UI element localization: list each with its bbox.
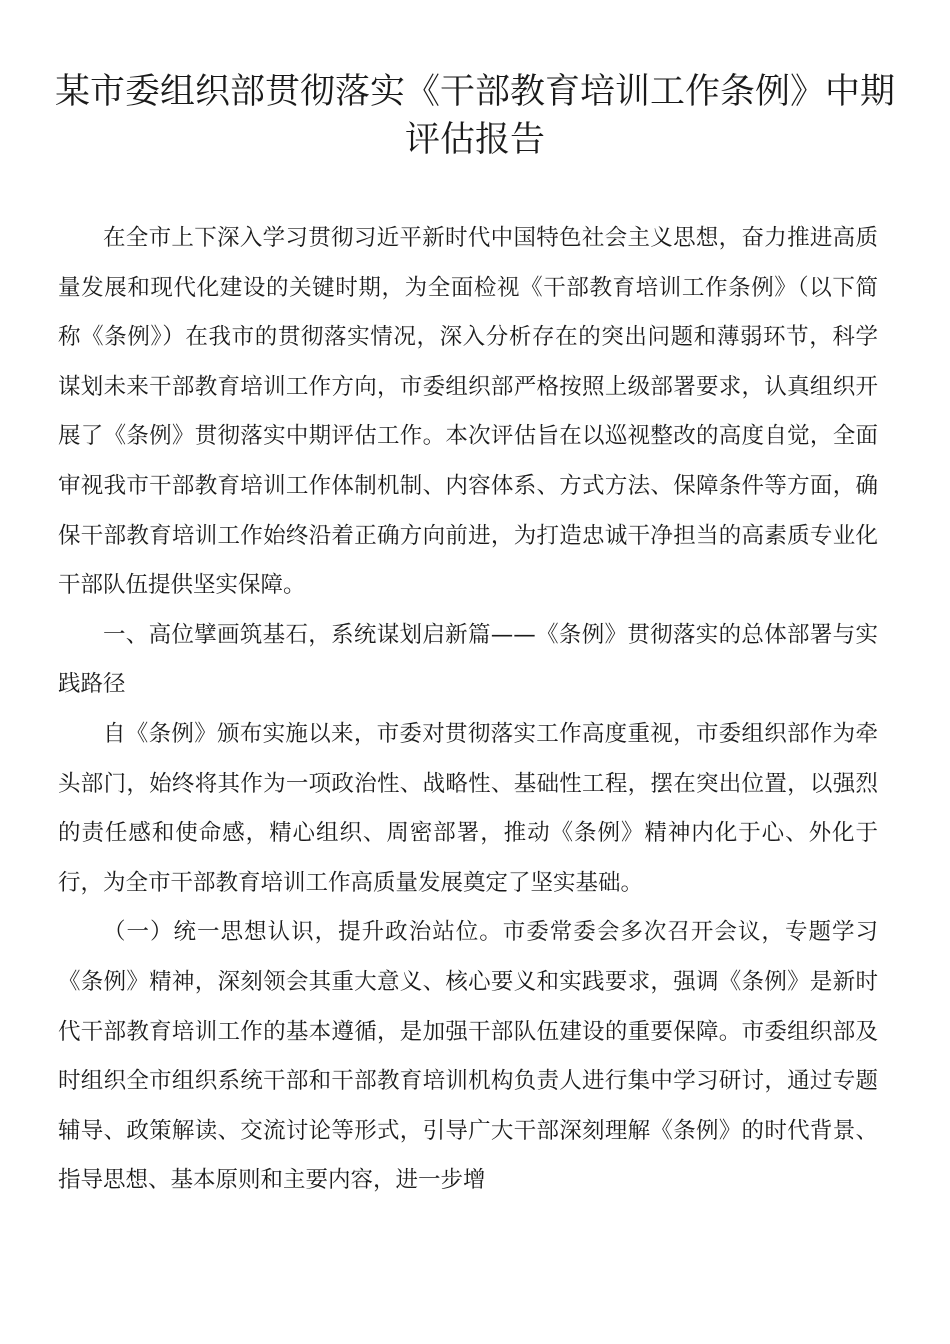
subsection-paragraph: （一）统一思想认识，提升政治站位。市委常委会多次召开会议，专题学习《条例》精神，深刻领会其重大意义、核心要义和实践要求，强调《条例》是新时代干部教育培训工作的基本遵循，是加强干部队伍建设的重要保障。市委组织部及时组织全市组织系统干部和干部教育培训机构负责人进行集中学习研讨，通过专题辅导、政策解读、交流讨论等形式，引导广大干部深刻理解《条例》的时代背景、指导思想、基本原则和主要内容，进一步增 [58, 919, 878, 1194]
document-title: 某市委组织部贯彻落实《干部教育培训工作条例》中期评估报告 [54, 72, 895, 160]
intro-paragraph: 在全市上下深入学习贯彻习近平新时代中国特色社会主义思想，奋力推进高质量发展和现代化建设的关键时期，为全面检视《干部教育培训工作条例》（以下简称《条例》）在我市的贯彻落实情况，深入分析存在的突出问题和薄弱环节，科学谋划未来干部教育培训工作方向，市委组织部严格按照上级部署要求，认真组织开展了《条例》贯彻落实中期评估工作。本次评估旨在以巡视整改的高度自觉，全面审视我市干部教育培训工作体制机制、内容体系、方式方法、保障条件等方面，确保干部教育培训工作始终沿着正确方向前进，为打造忠诚干净担当的高素质专业化干部队伍提供坚实保障。 [58, 225, 878, 599]
section-paragraph: 自《条例》颁布实施以来，市委对贯彻落实工作高度重视，市委组织部作为牵头部门，始终将其作为一项政治性、战略性、基础性工程，摆在突出位置，以强烈的责任感和使命感，精心组织、周密部署，推动《条例》精神内化于心、外化于行，为全市干部教育培训工作高质量发展奠定了坚实基础。 [58, 720, 878, 896]
document-body [58, 214, 878, 1206]
section-heading: 一、高位擘画筑基石，系统谋划启新篇——《条例》贯彻落实的总体部署与实践路径 [58, 621, 878, 698]
